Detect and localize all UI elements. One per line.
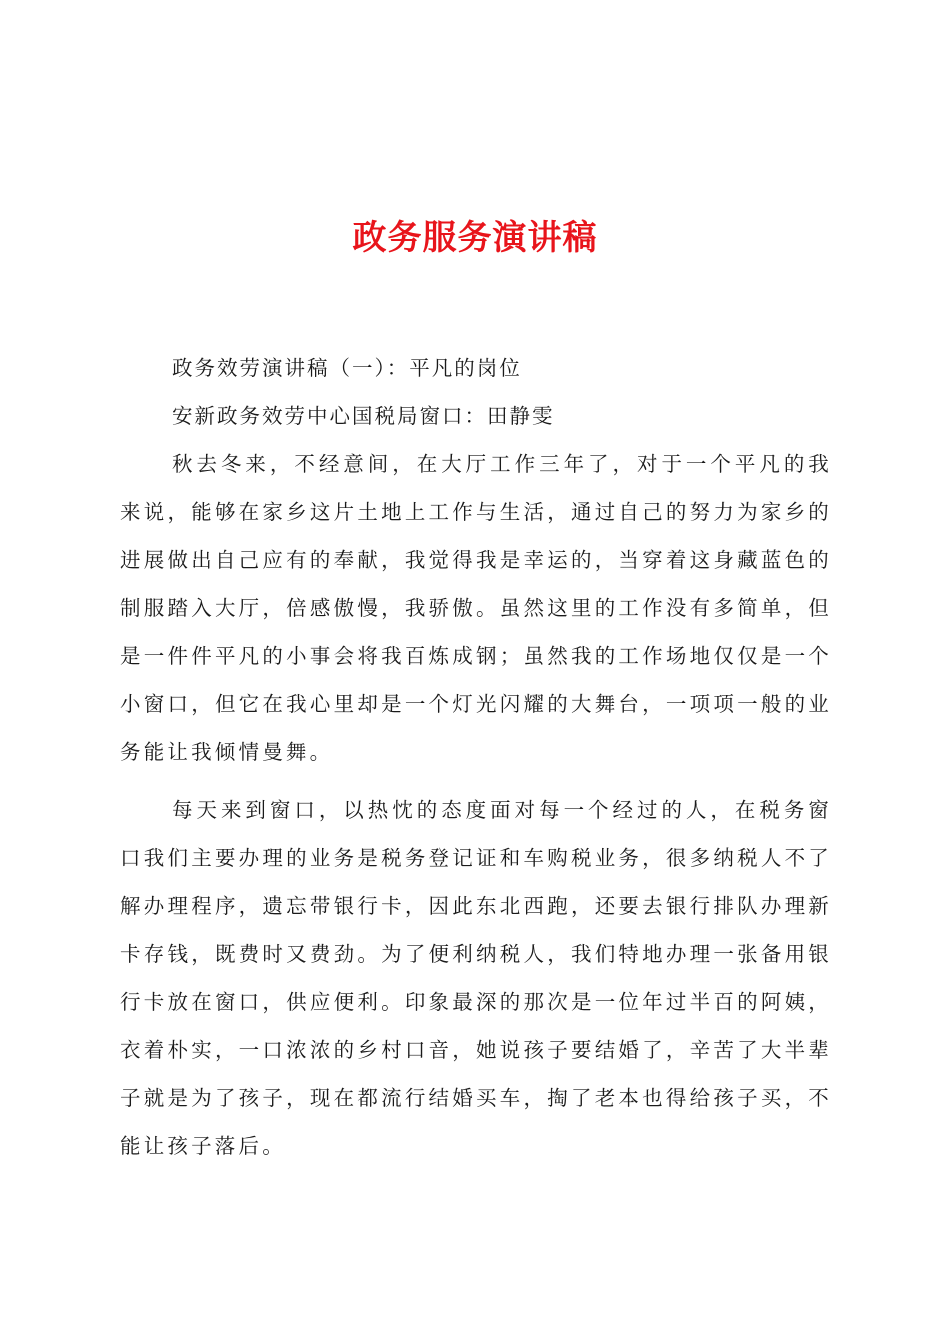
paragraph: 秋去冬来，不经意间，在大厅工作三年了，对于一个平凡的我来说，能够在家乡这片土地上工作与生活，通过自己的努力为家乡的进展做出自己应有的奉献，我觉得我是幸运的，当穿着这身藏蓝色的制服踏入大厅，倍感傲慢，我骄傲。虽然这里的工作没有多简单，但是一件件平凡的小事会将我百炼成钢；虽然我的工作场地仅仅是一个小窗口，但它在我心里却是一个灯光闪耀的大舞台，一项项一般的业务能让我倾情曼舞。: [120, 452, 832, 764]
paragraph: 每天来到窗口，以热忱的态度面对每一个经过的人，在税务窗口我们主要办理的业务是税务登记证和车购税业务，很多纳税人不了解办理程序，遗忘带银行卡，因此东北西跑，还要去银行排队办理新卡存钱，既费时又费劲。为了便利纳税人，我们特地办理一张备用银行卡放在窗口，供应便利。印象最深的那次是一位年过半百的阿姨，衣着朴实，一口浓浓的乡村口音，她说孩子要结婚了，辛苦了大半辈子就是为了孩子，现在都流行结婚买车，掏了老本也得给孩子买，不能让孩子落后。: [120, 798, 832, 1158]
author-line: 安新政务效劳中心国税局窗口：田静雯: [172, 404, 555, 428]
document-body: [120, 344, 832, 1170]
document-subtitle: 政务效劳演讲稿（一）：平凡的岗位: [172, 356, 522, 380]
document-title: 政务服务演讲稿: [352, 218, 598, 258]
